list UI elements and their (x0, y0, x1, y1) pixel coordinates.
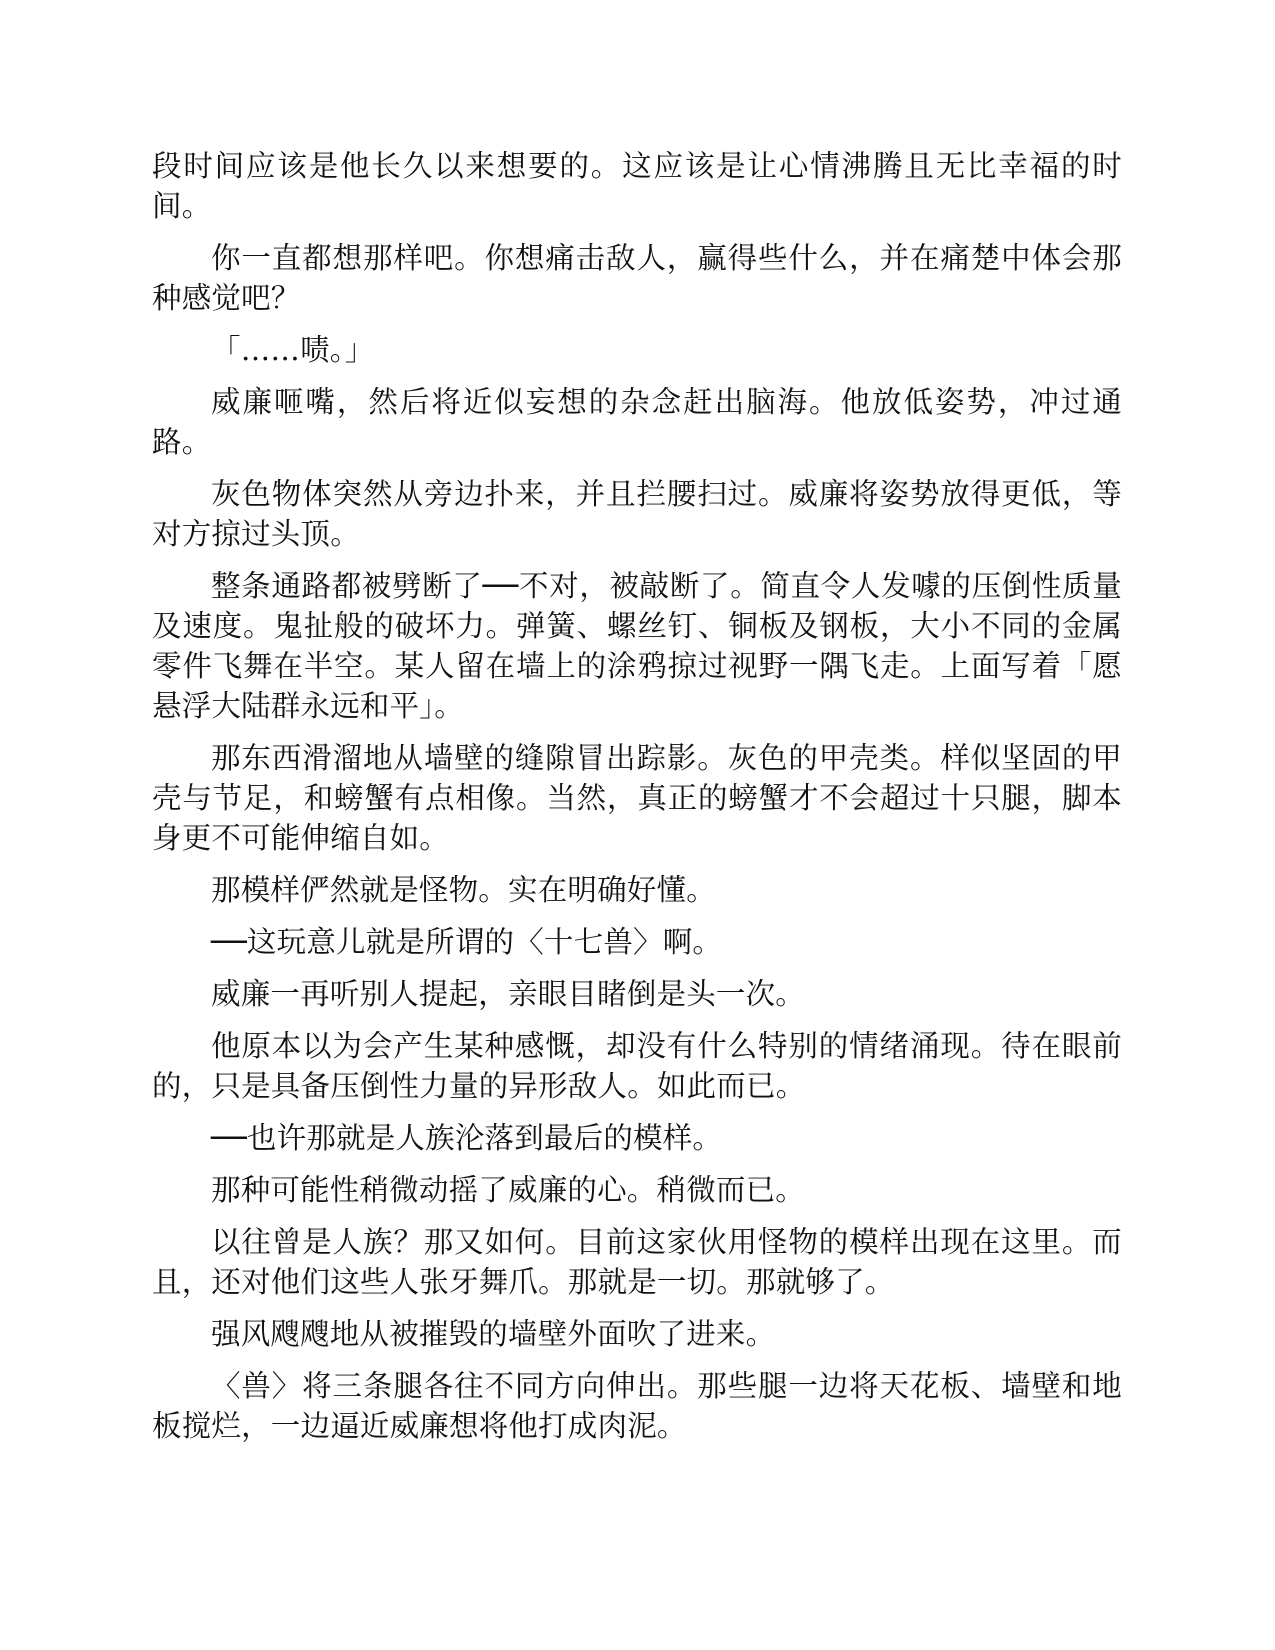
paragraph: 威廉一再听别人提起，亲眼目睹倒是头一次。 (211, 977, 806, 1011)
paragraph: 〈兽〉将三条腿各往不同方向伸出。那些腿一边将天花板、墙壁和地板搅烂，一边逼近威廉想将他打成肉泥。 (152, 1369, 1122, 1443)
paragraph-dialogue: 「……啧。」 (211, 333, 375, 367)
paragraph: 你一直都想那样吧。你想痛击敌人，赢得些什么，并在痛楚中体会那种感觉吧？ (152, 241, 1122, 315)
paragraph: 以往曾是人族？那又如何。目前这家伙用怪物的模样出现在这里。而且，还对他们这些人张牙舞爪。那就是一切。那就够了。 (152, 1225, 1122, 1299)
paragraph: 威廉咂嘴，然后将近似妄想的杂念赶出脑海。他放低姿势，冲过通路。 (152, 385, 1122, 459)
paragraph: 那模样俨然就是怪物。实在明确好懂。 (211, 873, 716, 907)
paragraph: ──这玩意儿就是所谓的〈十七兽〉啊。 (211, 925, 723, 959)
paragraph: 那种可能性稍微动摇了威廉的心。稍微而已。 (211, 1173, 806, 1207)
paragraph: ──也许那就是人族沦落到最后的模样。 (211, 1121, 723, 1155)
paragraph: 强风飕飕地从被摧毁的墙壁外面吹了进来。 (211, 1317, 776, 1351)
paragraph-continued: 段时间应该是他长久以来想要的。这应该是让心情沸腾且无比幸福的时间。 (152, 149, 1122, 223)
paragraph: 灰色物体突然从旁边扑来，并且拦腰扫过。威廉将姿势放得更低，等对方掠过头顶。 (152, 477, 1122, 551)
paragraph: 整条通路都被劈断了──不对，被敲断了。简直令人发噱的压倒性质量及速度。鬼扯般的破坏力。弹簧、螺丝钉、铜板及钢板，大小不同的金属零件飞舞在半空。某人留在墙上的涂鸦掠过视野一隅飞走。上面写着「愿悬浮大陆群永远和平」。 (152, 569, 1122, 723)
paragraph: 他原本以为会产生某种感慨，却没有什么特别的情绪涌现。待在眼前的，只是具备压倒性力量的异形敌人。如此而已。 (152, 1029, 1122, 1103)
document-page (152, 146, 1122, 1458)
paragraph: 那东西滑溜地从墙壁的缝隙冒出踪影。灰色的甲壳类。样似坚固的甲壳与节足，和螃蟹有点相像。当然，真正的螃蟹才不会超过十只腿，脚本身更不可能伸缩自如。 (152, 741, 1122, 855)
